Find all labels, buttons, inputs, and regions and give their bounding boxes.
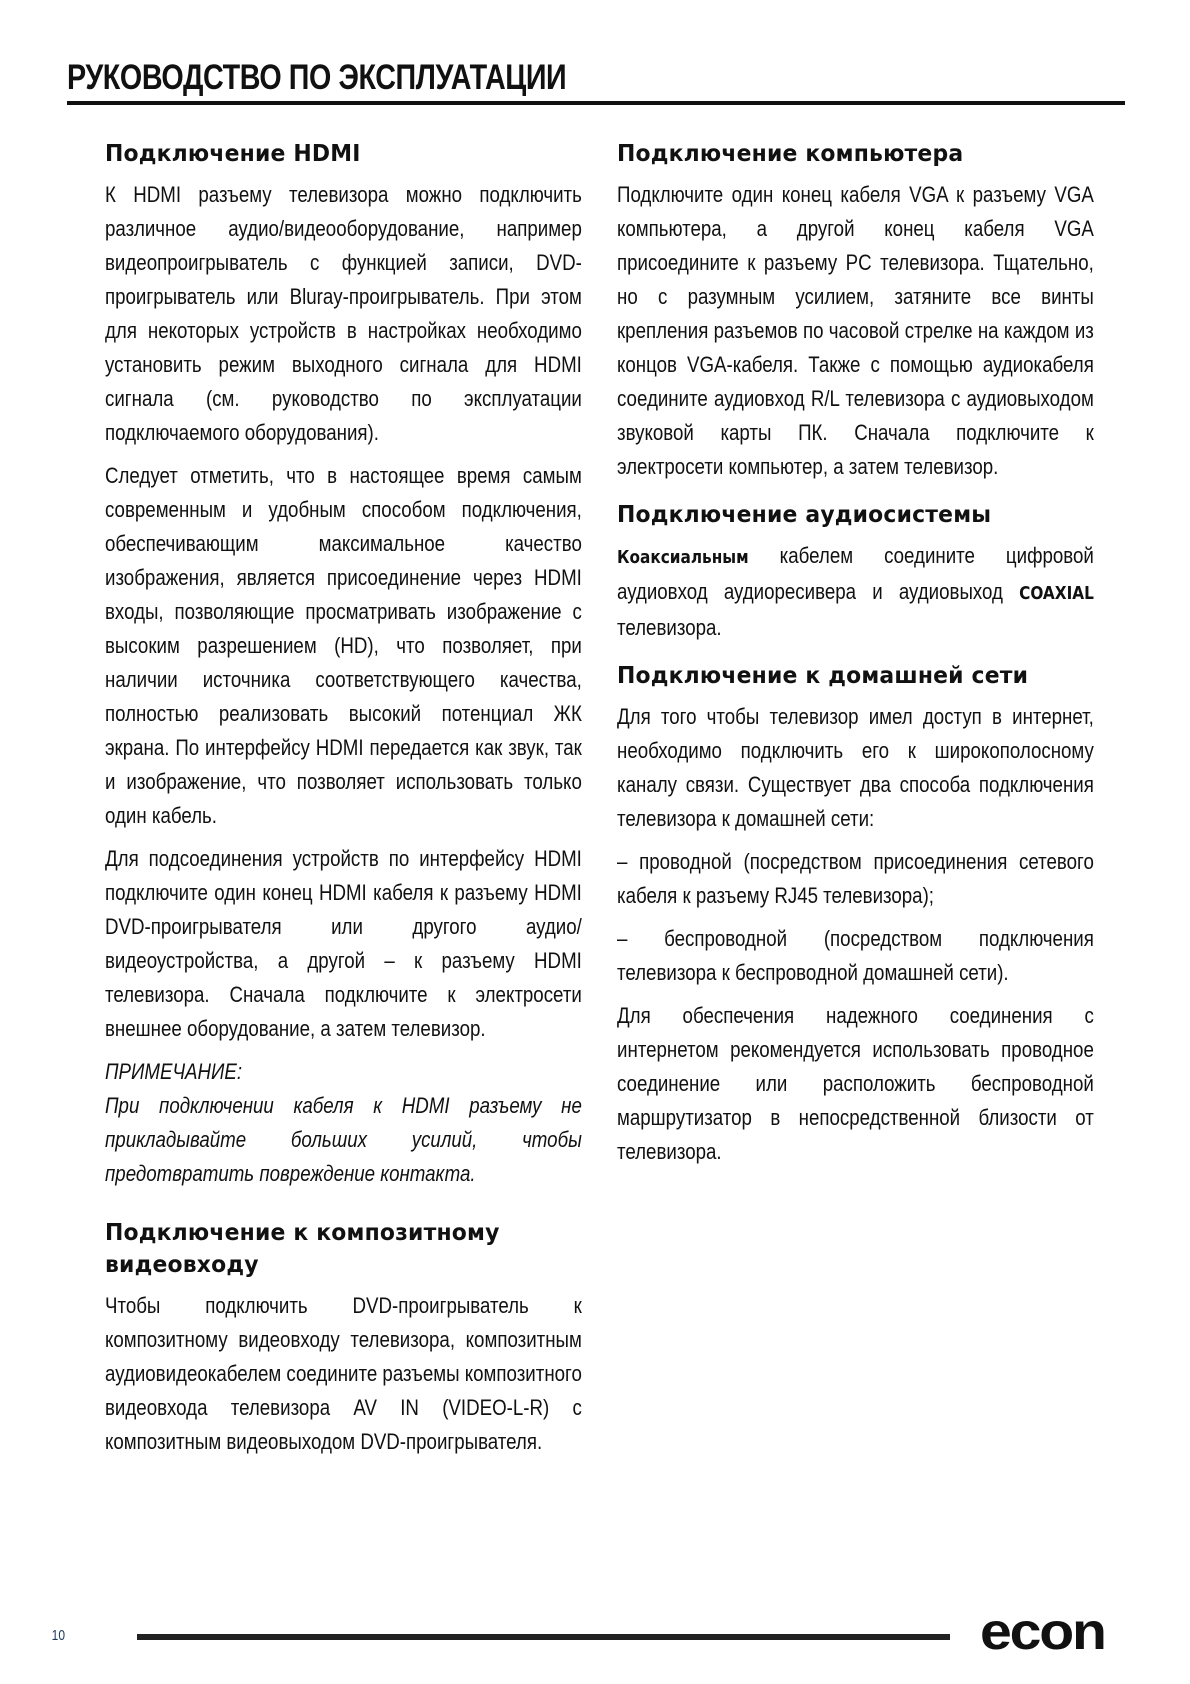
paragraph: Для обеспечения надежного соединения с интернетом рекомендуется использовать проводное соединение или расположить беспроводной маршрутизатор в непосредственной близости от телевизора.: [617, 1003, 1094, 1164]
right-column: [617, 138, 1094, 1178]
list-item: – беспроводной (посредством подключения телевизора к беспроводной домашней сети).: [617, 926, 1094, 985]
paragraph: Следует отметить, что в настоящее время самым современным и удобным способом подключения, обеспечивающим максимальное качество изображения, является присоединение через HDMI входы, позволяющие просматривать изображение с высоким разрешением (HD), что позволяет, при наличии источника соответствующего качества, полностью реализовать высокий потенциал ЖК экрана. По интерфейсу HDMI передается как звук, так и изображение, что позволяет использовать только один кабель.: [105, 463, 582, 828]
note-label: ПРИМЕЧАНИЕ:: [105, 1059, 243, 1084]
section-heading-audio: Подключение аудиосистемы: [617, 502, 992, 528]
text: кабелем соедините цифровой аудиовход аудиоресивера и аудиовыход: [617, 543, 1094, 604]
paragraph: Для подсоединения устройств по интерфейсу HDMI подключите один конец HDMI кабеля к разъему HDMI DVD-проигрывателя или другого аудио/видеоустройства, а другой – к разъему HDMI телевизора. Сначала подключите к электросети внешнее оборудование, а затем телевизор.: [105, 846, 582, 1041]
footer-divider: [137, 1634, 950, 1640]
paragraph: Подключите один конец кабеля VGA к разъему VGA компьютера, а другой конец кабеля VGA присоедините к разъему PC телевизора. Тщательно, но с разумным усилием, затяните все винты крепления разъемов по часовой стрелке на каждом из концов VGA-кабеля. Также с помощью аудиокабеля соедините аудиовход R/L телевизора с аудиовыходом звуковой карты ПК. Сначала подключите к электросети компьютер, а затем телевизор.: [617, 182, 1094, 479]
paragraph: [617, 539, 1094, 645]
section-heading-pc: Подключение компьютера: [617, 141, 964, 167]
bold-term: COAXIAL: [1019, 583, 1094, 604]
paragraph: Для того чтобы телевизор имел доступ в интернет, необходимо подключить его к широкополосному каналу связи. Существует два способа подключения телевизора к домашней сети:: [617, 704, 1094, 831]
list-item: – проводной (посредством присоединения сетевого кабеля к разъему RJ45 телевизора);: [617, 849, 1094, 908]
left-column: [105, 138, 582, 1468]
section-heading-composite: Подключение к композитному видеовходу: [105, 1220, 500, 1278]
bold-term: Коаксиальным: [617, 547, 749, 568]
note-text: При подключении кабеля к HDMI разъему не прикладывайте больших усилий, чтобы предотвратить повреждение контакта.: [105, 1093, 582, 1186]
text: телевизора.: [617, 615, 722, 640]
paragraph: Чтобы подключить DVD-проигрыватель к композитному видеовходу телевизора, композитным аудиовидеокабелем соедините разъемы композитного видеовхода телевизора AV IN (VIDEO-L-R) с композитным видеовыходом DVD-проигрывателя.: [105, 1293, 582, 1454]
section-heading-network: Подключение к домашней сети: [617, 663, 1029, 689]
header-divider: [67, 101, 1125, 105]
page-title: РУКОВОДСТВО ПО ЭКСПЛУАТАЦИИ: [67, 58, 567, 97]
page-number: 10: [51, 1627, 66, 1644]
section-heading-hdmi: Подключение HDMI: [105, 141, 361, 167]
brand-logo: econ: [980, 1603, 1105, 1661]
paragraph: К HDMI разъему телевизора можно подключить различное аудио/видеооборудование, например видеопроигрыватель с функцией записи, DVD-проигрыватель или Bluray-проигрыватель. При этом для некоторых устройств в настройках необходимо установить режим выходного сигнала для HDMI сигнала (см. руководство по эксплуатации подключаемого оборудования).: [105, 182, 582, 445]
